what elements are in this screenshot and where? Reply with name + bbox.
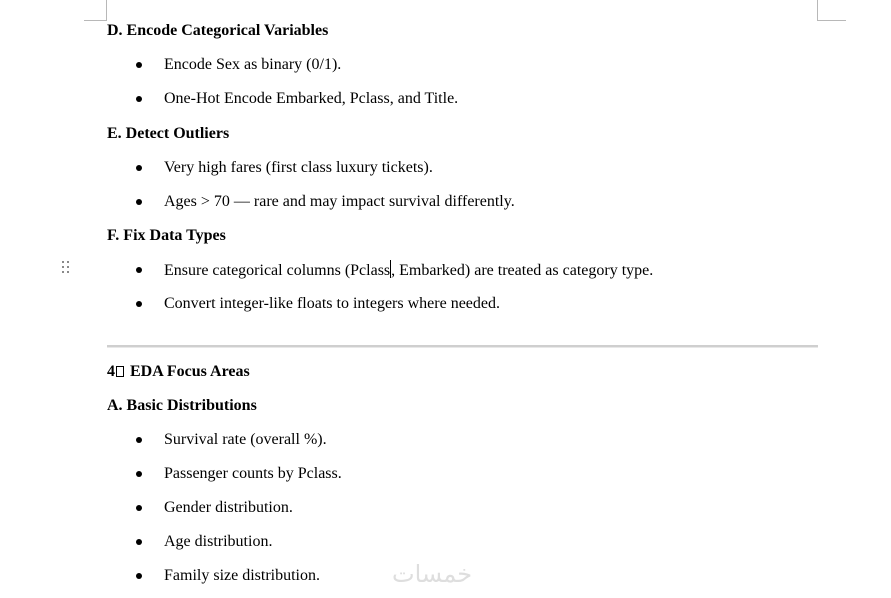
text-before-caret: Ensure categorical columns (Pclass (164, 262, 391, 279)
bullet-icon (136, 539, 142, 545)
list-item-text[interactable]: Age distribution. (164, 533, 273, 550)
list-item-text[interactable]: Convert integer-like floats to integers where needed. (164, 295, 500, 312)
list-item-text[interactable]: Gender distribution. (164, 499, 293, 516)
bullet-icon (136, 267, 142, 273)
list-item-text[interactable] (164, 260, 653, 281)
list-item-text[interactable]: Passenger counts by Pclass. (164, 465, 342, 482)
heading-detect-outliers: E. Detect Outliers (107, 125, 230, 142)
bullet-icon (136, 96, 142, 102)
heading-encode-categorical: D. Encode Categorical Variables (107, 22, 329, 39)
horizontal-rule (107, 345, 818, 348)
watermark-logo: خمسات (392, 560, 473, 588)
bullet-icon (136, 62, 142, 68)
bullet-icon (136, 505, 142, 511)
crop-mark-top-left (84, 0, 107, 21)
bullet-icon (136, 437, 142, 443)
heading-text: EDA Focus Areas (130, 363, 250, 380)
bullet-icon (136, 471, 142, 477)
bullet-icon (136, 573, 142, 579)
list-item-text[interactable]: Survival rate (overall %). (164, 431, 327, 448)
list-item-text[interactable]: Very high fares (first class luxury tickets). (164, 159, 433, 176)
missing-glyph-icon (116, 366, 124, 377)
heading-number: 4 (107, 363, 115, 380)
crop-mark-top-right (817, 0, 846, 21)
drag-handle-icon[interactable] (62, 261, 72, 277)
heading-fix-data-types: F. Fix Data Types (107, 227, 226, 244)
list-item-text[interactable]: Family size distribution. (164, 567, 320, 584)
bullet-icon (136, 301, 142, 307)
list-item-text[interactable]: Ages > 70 — rare and may impact survival differently. (164, 193, 515, 210)
bullet-icon (136, 199, 142, 205)
bullet-icon (136, 165, 142, 171)
list-item-text[interactable]: Encode Sex as binary (0/1). (164, 56, 342, 73)
text-after-caret: , Embarked) are treated as category type. (391, 262, 654, 279)
heading-eda-focus-areas (107, 362, 250, 382)
list-item-text[interactable]: One-Hot Encode Embarked, Pclass, and Title. (164, 90, 459, 107)
heading-basic-distributions: A. Basic Distributions (107, 397, 257, 414)
